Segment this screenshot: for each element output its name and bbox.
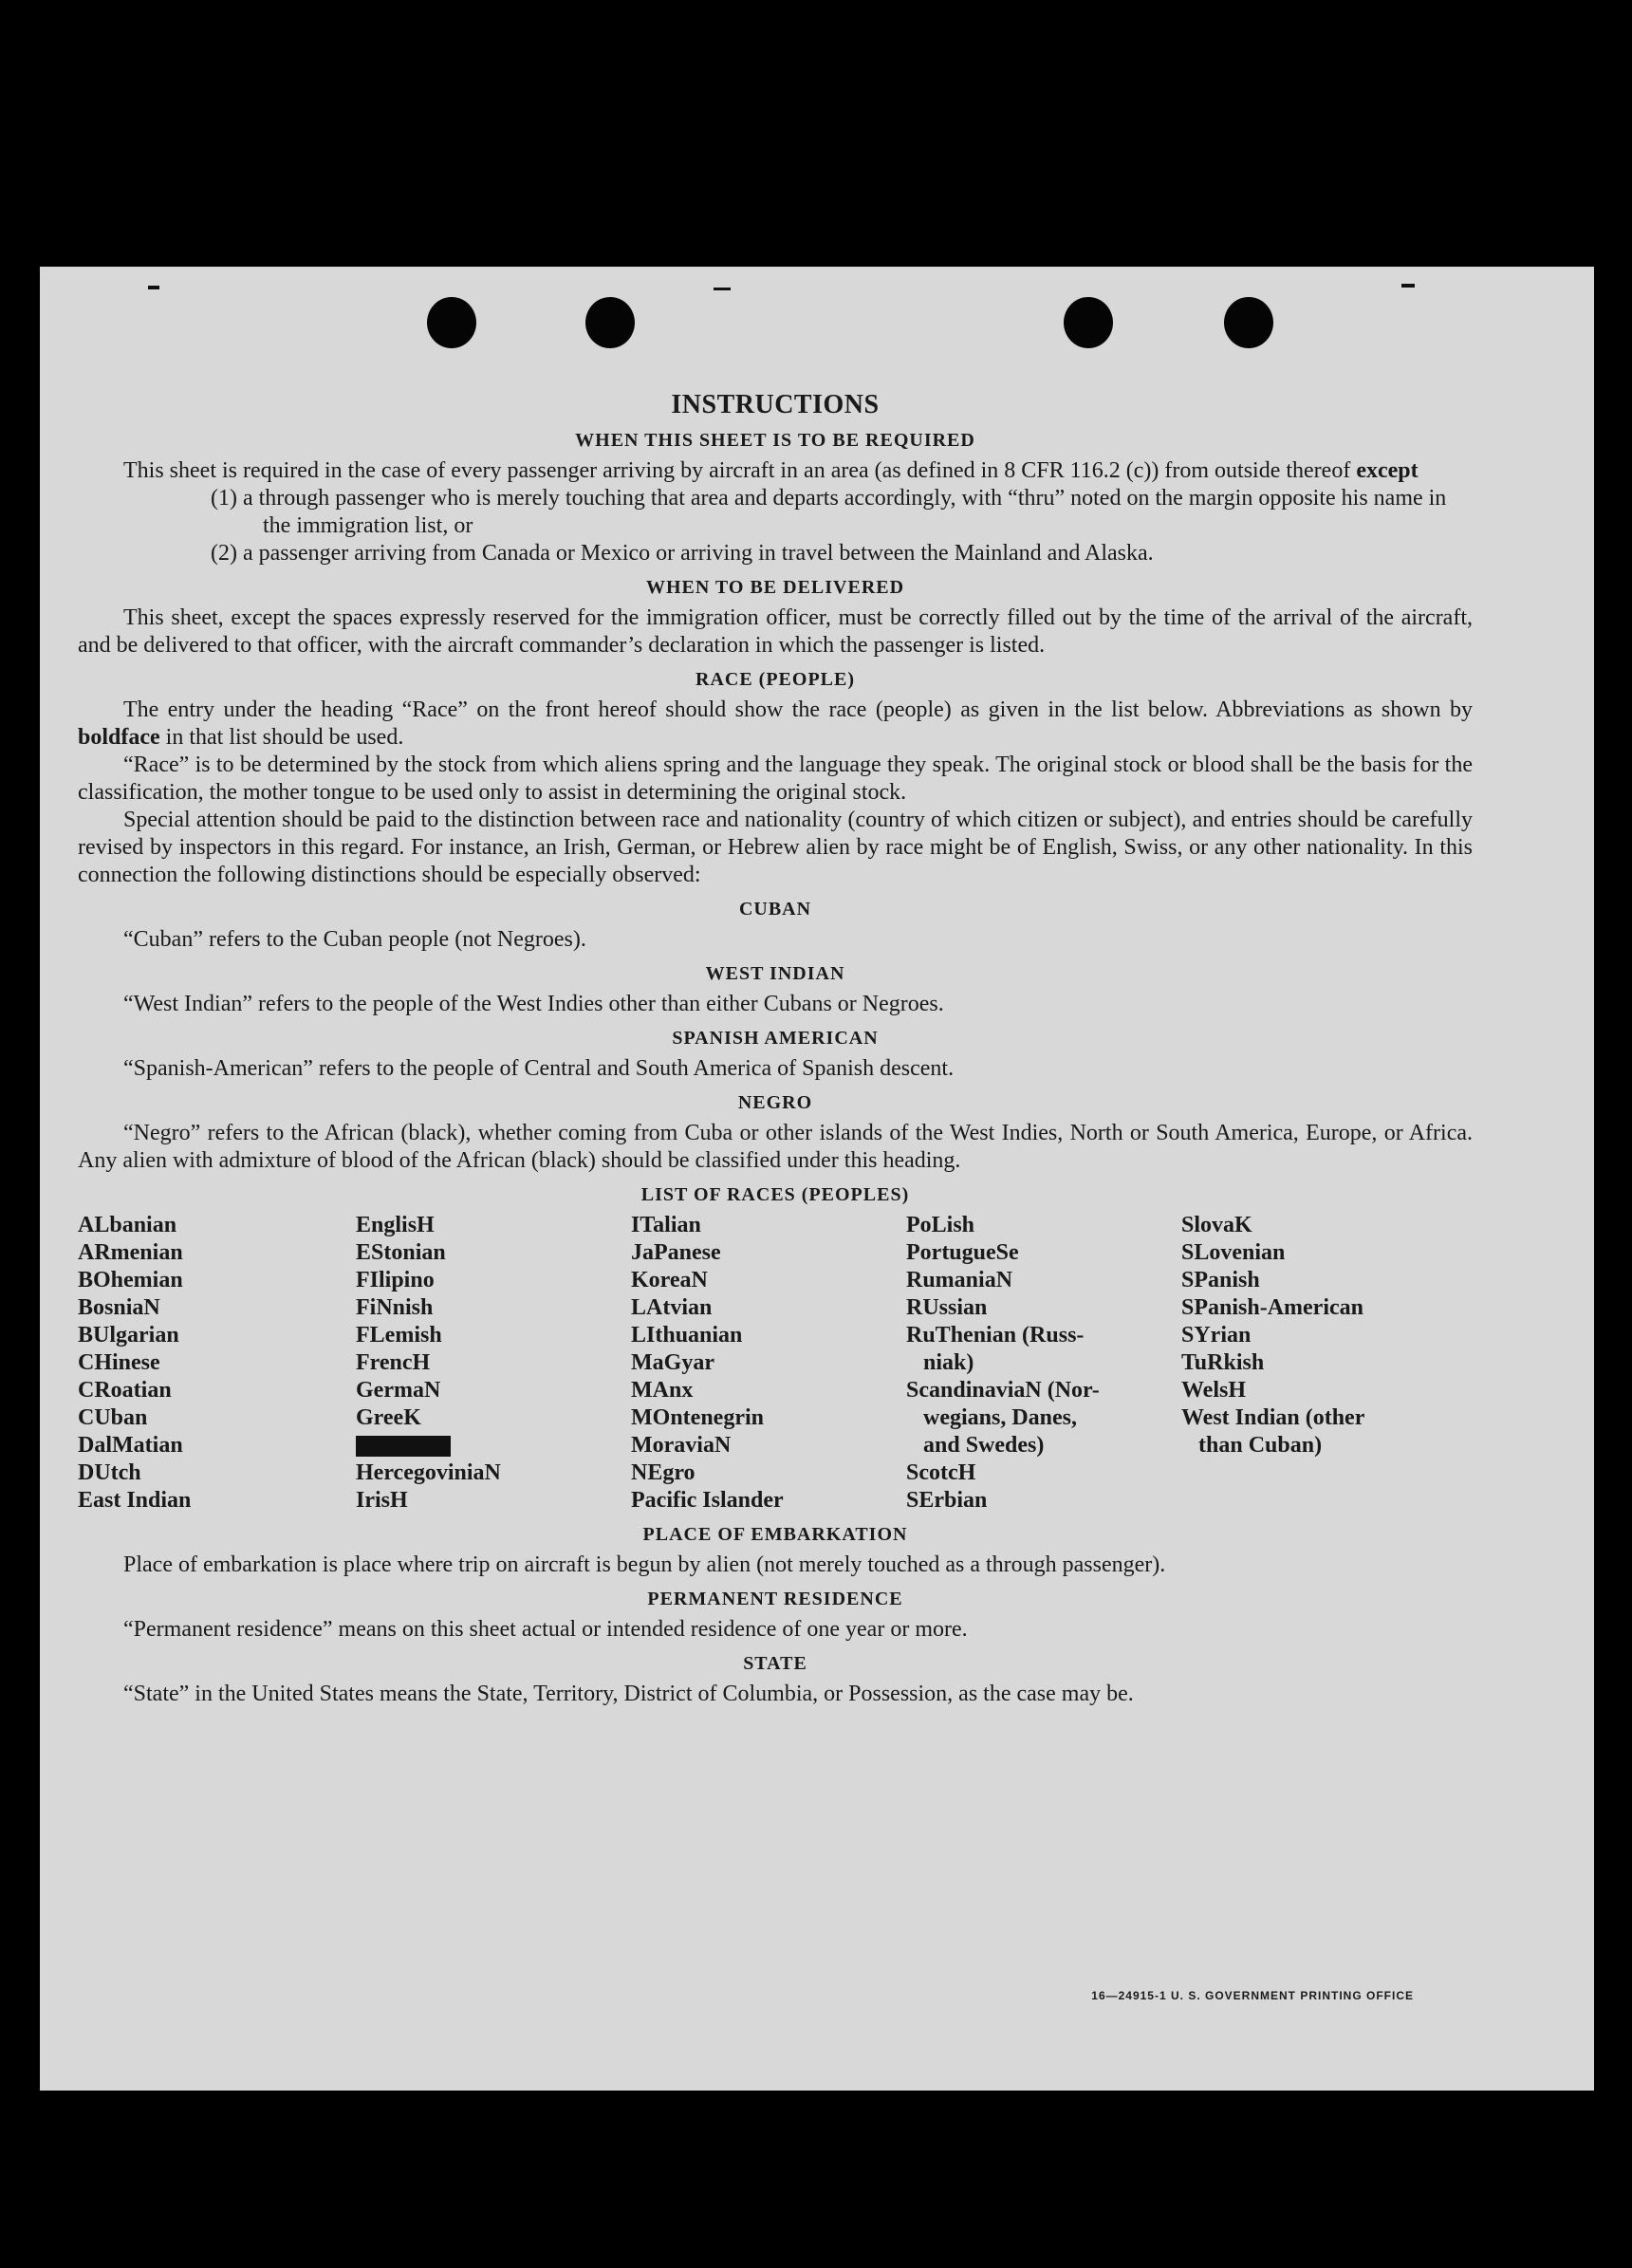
race-entry: BosniaN	[78, 1295, 160, 1320]
printer-footer: 16—24915-1 U. S. GOVERNMENT PRINTING OFFICE	[1091, 1989, 1414, 2002]
race-entry: CHinese	[78, 1350, 160, 1375]
race-entry: DUtch	[78, 1460, 141, 1485]
race-entry: NEgro	[631, 1460, 695, 1485]
race-entry: RUssian	[906, 1295, 988, 1320]
races-column-5	[1181, 1212, 1466, 1515]
race-entry: East Indian	[78, 1488, 192, 1513]
race-entry: GermaN	[356, 1378, 441, 1403]
residence-text: “Permanent residence” means on this sheet actual or intended residence of one year or more.	[123, 1617, 968, 1642]
heading-race: RACE (PEOPLE)	[695, 669, 855, 690]
race-entry: DalMatian	[78, 1433, 183, 1458]
heading-permanent-residence: PERMANENT RESIDENCE	[647, 1589, 903, 1609]
document-sheet	[40, 267, 1594, 2091]
scan-speck	[148, 286, 159, 289]
race-entry-continuation: and Swedes)	[923, 1433, 1045, 1458]
exception-item-1: (1) a through passenger who is merely touching that area and departs accordingly, with “thru” noted on the margin opposite his name in the immigration list, or	[211, 486, 1447, 538]
redacted-entry	[356, 1432, 631, 1459]
races-list	[78, 1212, 1473, 1515]
heading-spanish-american: SPANISH AMERICAN	[672, 1028, 879, 1049]
spanish-american-text: “Spanish-American” refers to the people of Central and South America of Spanish descent.	[123, 1056, 955, 1081]
race-entry: RumaniaN	[906, 1268, 1013, 1292]
race-entry: PoLish	[906, 1213, 975, 1237]
race-entry: IrisH	[356, 1488, 408, 1513]
races-column-3	[631, 1212, 906, 1515]
required-intro: This sheet is required in the case of every passenger arriving by aircraft in an area (as defined in 8 CFR 116.2 (c)) from outside thereof except	[123, 458, 1419, 483]
race-entry: SLovenian	[1181, 1240, 1286, 1265]
race-entry: WelsH	[1181, 1378, 1247, 1403]
race-entry-continuation: wegians, Danes,	[923, 1405, 1078, 1430]
races-column-1	[78, 1212, 356, 1515]
instructions-content	[78, 390, 1473, 1708]
race-entry: SYrian	[1181, 1323, 1252, 1348]
scan-speck	[714, 288, 731, 290]
race-entry: LIthuanian	[631, 1323, 743, 1348]
punch-hole	[585, 297, 635, 348]
race-entry: CRoatian	[78, 1378, 172, 1403]
race-entry: ScotcH	[906, 1460, 976, 1485]
race-entry: ITalian	[631, 1213, 701, 1237]
punch-hole	[1064, 297, 1113, 348]
heading-west-indian: WEST INDIAN	[705, 963, 845, 984]
race-paragraph-3: Special attention should be paid to the distinction between race and nationality (country of which citizen or subject), and entries should be carefully revised by inspectors in this regard. For instance, an Irish, German, or Hebrew alien by race might be of English, Swiss, or any other nationality. In this connection the following distinctions should be especially observed:	[78, 808, 1473, 887]
race-entry: CUban	[78, 1405, 148, 1430]
punch-hole	[427, 297, 476, 348]
race-entry: LAtvian	[631, 1295, 713, 1320]
race-entry: HercegoviniaN	[356, 1460, 501, 1485]
race-entry: FiNnish	[356, 1295, 434, 1320]
races-column-4	[906, 1212, 1181, 1515]
race-entry: KoreaN	[631, 1268, 708, 1292]
page-title: INSTRUCTIONS	[671, 390, 880, 419]
race-entry: FIlipino	[356, 1268, 435, 1292]
race-entry: SPanish	[1181, 1268, 1260, 1292]
race-paragraph-2: “Race” is to be determined by the stock from which aliens spring and the language they speak. The original stock or blood shall be the basis for the classification, the mother tongue to be used only to assist in determining the original stock.	[78, 753, 1473, 805]
race-entry: TuRkish	[1181, 1350, 1265, 1375]
race-entry: EnglisH	[356, 1213, 435, 1237]
race-entry: MAnx	[631, 1378, 694, 1403]
race-entry: SErbian	[906, 1488, 988, 1513]
cuban-text: “Cuban” refers to the Cuban people (not Negroes).	[123, 927, 586, 952]
race-entry: EStonian	[356, 1240, 446, 1265]
race-entry: MOntenegrin	[631, 1405, 764, 1430]
race-entry: West Indian (other	[1181, 1405, 1365, 1430]
heading-delivered: WHEN TO BE DELIVERED	[645, 577, 905, 598]
race-entry: BOhemian	[78, 1268, 183, 1292]
race-entry: RuThenian (Russ-	[906, 1323, 1085, 1348]
race-entry: FLemish	[356, 1323, 442, 1348]
exception-item-2: (2) a passenger arriving from Canada or Mexico or arriving in travel between the Mainland and Alaska.	[211, 541, 1154, 566]
punch-hole	[1224, 297, 1273, 348]
delivered-text: This sheet, except the spaces expressly reserved for the immigration officer, must be correctly filled out by the time of the arrival of the aircraft, and be delivered to that officer, with the aircraft commander’s declaration in which the passenger is listed.	[78, 605, 1473, 658]
heading-state: STATE	[743, 1653, 807, 1674]
embarkation-text: Place of embarkation is place where trip on aircraft is begun by alien (not merely touched as a through passenger).	[123, 1552, 1166, 1577]
race-entry: JaPanese	[631, 1240, 721, 1265]
race-entry: SlovaK	[1181, 1213, 1252, 1237]
scan-speck	[1401, 284, 1415, 288]
race-entry: ScandinaviaN (Nor-	[906, 1378, 1100, 1403]
race-entry: SPanish-American	[1181, 1295, 1363, 1320]
heading-cuban: CUBAN	[738, 899, 812, 920]
heading-list-of-races: LIST OF RACES (PEOPLES)	[640, 1184, 910, 1205]
race-entry: MoraviaN	[631, 1433, 732, 1458]
race-entry: PortugueSe	[906, 1240, 1019, 1265]
race-entry: GreeK	[356, 1405, 421, 1430]
race-entry: ARmenian	[78, 1240, 183, 1265]
race-entry: ALbanian	[78, 1213, 177, 1237]
heading-negro: NEGRO	[737, 1092, 813, 1113]
race-entry-continuation: niak)	[923, 1350, 974, 1375]
race-entry: FrencH	[356, 1350, 431, 1375]
race-entry-continuation: than Cuban)	[1198, 1433, 1323, 1458]
race-entry: BUlgarian	[78, 1323, 179, 1348]
races-column-2	[356, 1212, 631, 1515]
heading-required: WHEN THIS SHEET IS TO BE REQUIRED	[575, 430, 975, 451]
negro-text: “Negro” refers to the African (black), whether coming from Cuba or other islands of the West Indies, North or South America, Europe, or Africa. Any alien with admixture of blood of the African (black) should be classified under this heading.	[78, 1121, 1473, 1173]
west-indian-text: “West Indian” refers to the people of the West Indies other than either Cubans or Negroes.	[123, 992, 944, 1016]
race-entry: Pacific Islander	[631, 1488, 784, 1513]
heading-embarkation: PLACE OF EMBARKATION	[642, 1524, 908, 1545]
state-text: “State” in the United States means the State, Territory, District of Columbia, or Possession, as the case may be.	[123, 1682, 1134, 1706]
race-entry: MaGyar	[631, 1350, 714, 1375]
race-paragraph-1: The entry under the heading “Race” on the front hereof should show the race (people) as given in the list below. Abbreviations as shown by boldface in that list should be used.	[78, 697, 1473, 750]
